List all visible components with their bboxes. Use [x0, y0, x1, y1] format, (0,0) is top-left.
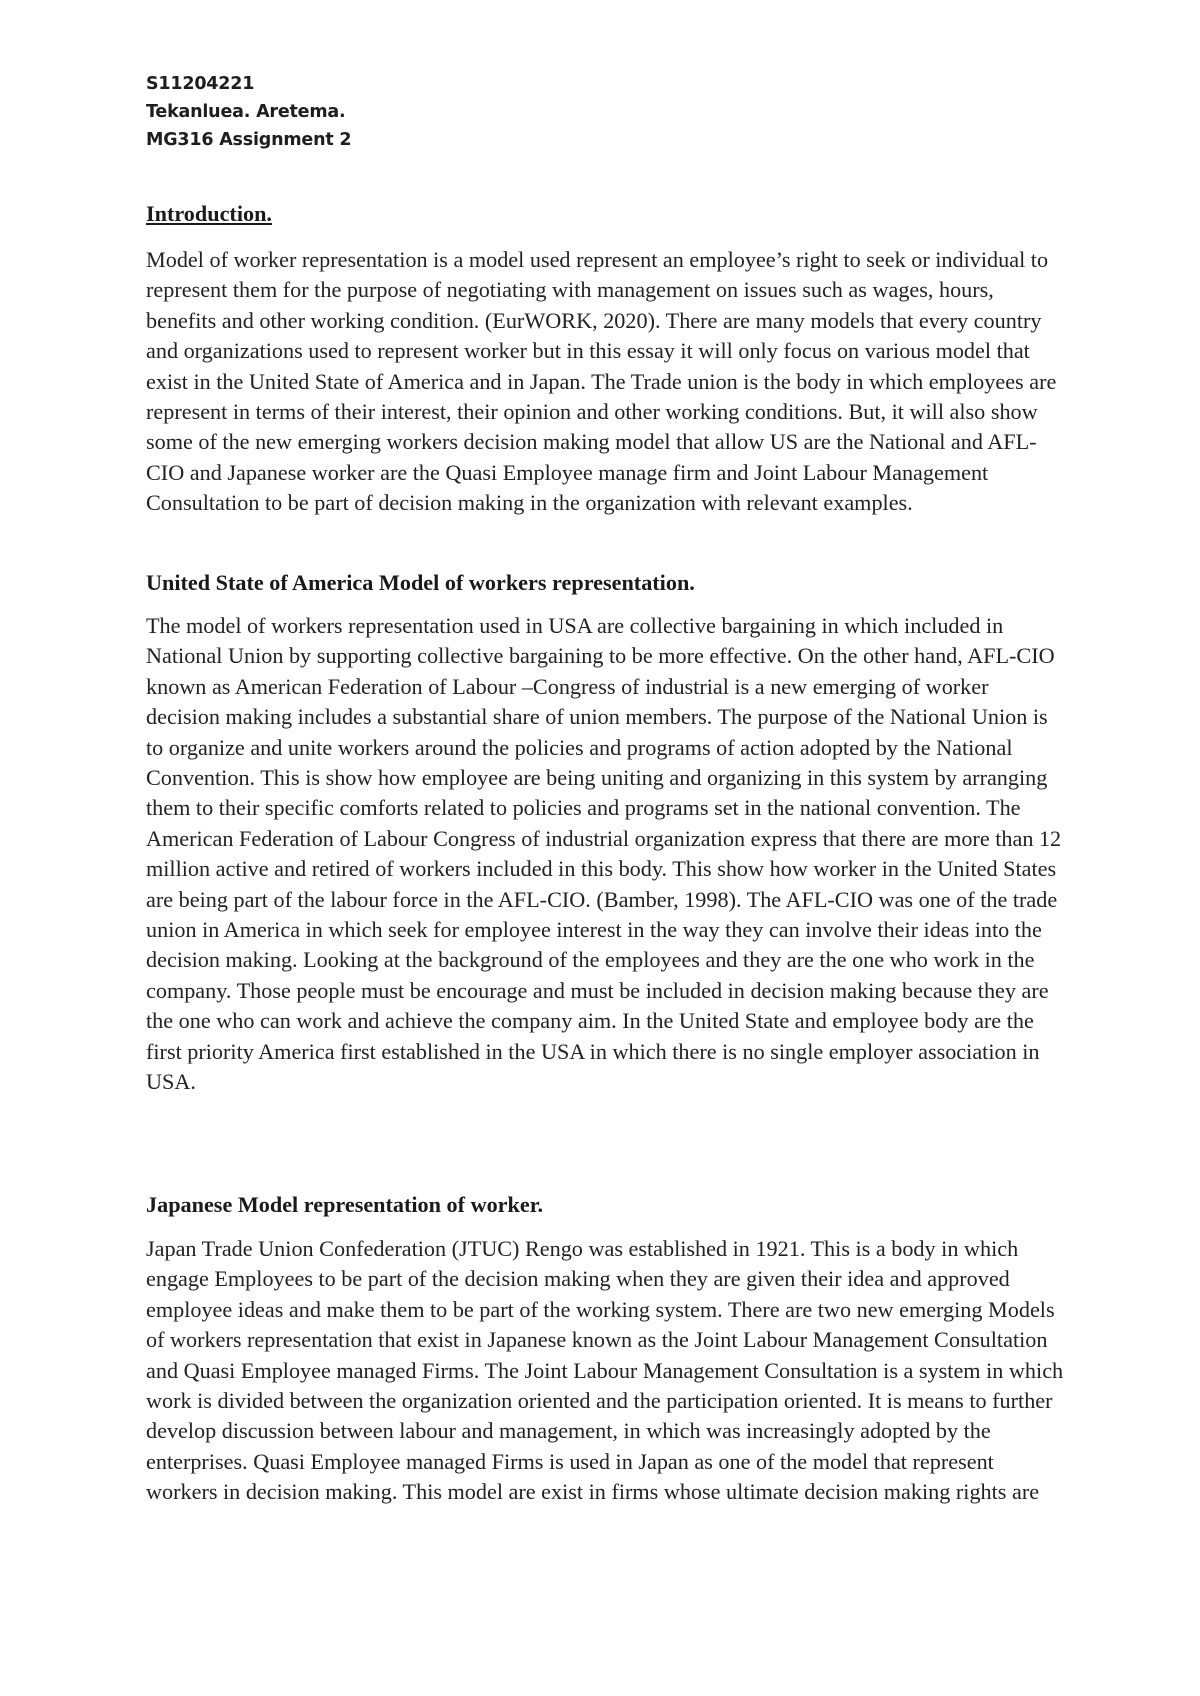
student-id: S11204221: [146, 74, 255, 94]
student-name: Tekanluea. Aretema.: [146, 102, 346, 122]
usa-model-heading: United State of America Model of workers representation.: [146, 570, 695, 595]
usa-model-paragraph: [146, 611, 1066, 1098]
japanese-model-text: Japan Trade Union Confederation (JTUC) Rengo was established in 1921. This is a body in which engage Employees to be part of the decision making when they are given their idea and approved employee ideas and make them to be part of the working system. There are two new emerging Models of workers representation that exist in Japanese known as the Joint Labour Management Consultation and Quasi Employee managed Firms. The Joint Labour Management Consultation is a system in which work is divided between the organization oriented and the participation oriented. It is means to further develop discussion between labour and management, in which was increasingly adopted by the enterprises. Quasi Employee managed Firms is used in Japan as one of the model that represent workers in decision making. This model are exist in firms whose ultimate decision making rights are: [146, 1236, 1064, 1505]
introduction-heading: Introduction.: [146, 201, 272, 226]
introduction-paragraph: [146, 245, 1066, 519]
document-header: [146, 70, 351, 154]
japanese-model-heading: Japanese Model representation of worker.: [146, 1192, 544, 1217]
introduction-text: Model of worker representation is a model used represent an employee’s right to seek or individual to represent them for the purpose of negotiating with management on issues such as wages, hours, benefits and other working condition. (EurWORK, 2020). There are many models that every country and organizations used to represent worker but in this essay it will only focus on various model that exist in the United State of America and in Japan. The Trade union is the body in which employees are represent in terms of their interest, their opinion and other working conditions. But, it will also show some of the new emerging workers decision making model that allow US are the National and AFL-CIO and Japanese worker are the Quasi Employee manage firm and Joint Labour Management Consultation to be part of decision making in the organization with relevant examples.: [146, 247, 1057, 516]
japanese-model-paragraph: [146, 1234, 1066, 1508]
usa-model-text: The model of workers representation used in USA are collective bargaining in which included in National Union by supporting collective bargaining to be more effective. On the other hand, AFL-CIO known as American Federation of Labour –Congress of industrial is a new emerging of worker decision making includes a substantial share of union members. The purpose of the National Union is to organize and unite workers around the policies and programs of action adopted by the National Convention. This is show how employee are being uniting and organizing in this system by arranging them to their specific comforts related to policies and programs set in the national convention. The American Federation of Labour Congress of industrial organization express that there are more than 12 million active and retired of workers included in this body. This show how worker in the United States are being part of the labour force in the AFL-CIO. (Bamber, 1998). The AFL-CIO was one of the trade union in America in which seek for employee interest in the way they can involve their ideas into the decision making. Looking at the background of the employees and they are the one who work in the company. Those people must be encourage and must be included in decision making because they are the one who can work and achieve the company aim. In the United State and employee body are the first priority America first established in the USA in which there is no single employer association in USA.: [146, 613, 1062, 1095]
course-assignment: MG316 Assignment 2: [146, 130, 352, 150]
